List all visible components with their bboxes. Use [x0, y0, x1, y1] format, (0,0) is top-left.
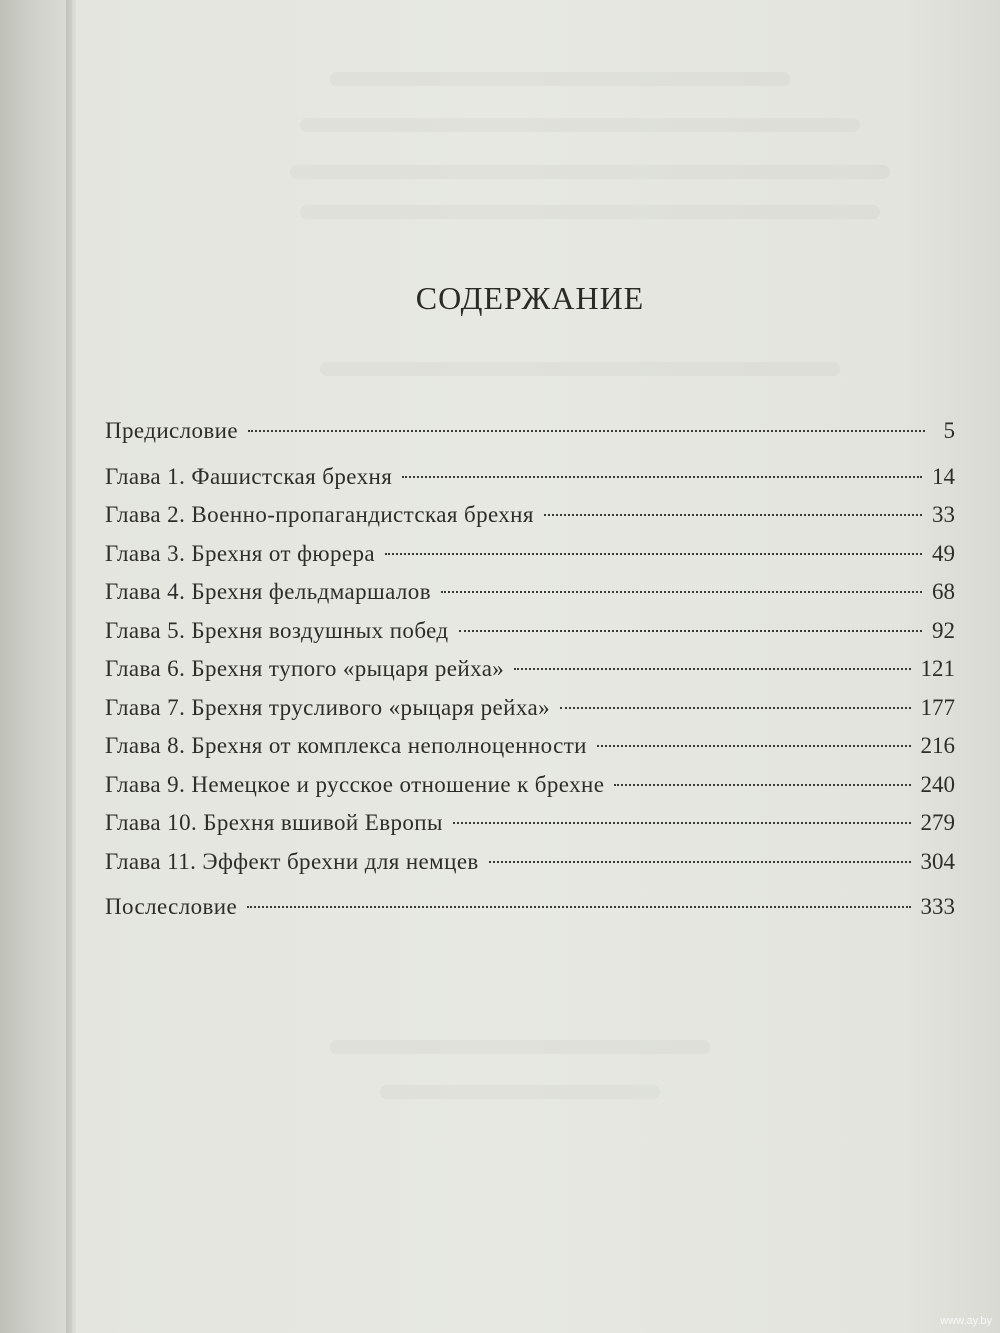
site-watermark: www.ay.by — [940, 1315, 992, 1327]
toc-entry-label: Предисловие — [105, 418, 238, 443]
toc-entry-page: 121 — [920, 656, 955, 681]
show-through-text — [300, 118, 860, 132]
dot-leader — [489, 861, 911, 863]
dot-leader — [441, 591, 922, 593]
table-of-contents — [105, 418, 955, 933]
toc-entry-label: Глава 10. Брехня вшивой Европы — [105, 810, 443, 835]
toc-entry-chapter-5 — [105, 618, 955, 657]
dot-leader — [459, 630, 922, 632]
show-through-text — [300, 205, 880, 219]
toc-entry-chapter-10 — [105, 810, 955, 849]
show-through-text — [320, 362, 840, 376]
facing-page-edge — [0, 0, 72, 1333]
toc-entry-label: Глава 3. Брехня от фюрера — [105, 540, 376, 566]
show-through-text — [330, 72, 790, 86]
toc-entry-page: 5 — [943, 418, 955, 443]
toc-entry-page: 279 — [920, 810, 955, 835]
toc-entry-chapter-1 — [105, 464, 955, 503]
toc-entry-label: Глава 6. Брехня тупого «рыцаря рейха» — [105, 656, 505, 681]
toc-entry-page: 14 — [932, 463, 955, 489]
toc-entry-page: 240 — [920, 771, 955, 797]
toc-entry-label: Глава 5. Брехня воздушных побед — [105, 617, 449, 643]
toc-entry-label: Послесловие — [105, 894, 238, 919]
dot-leader — [247, 906, 910, 908]
page-title: СОДЕРЖАНИЕ — [415, 280, 645, 316]
toc-entry-label: Глава 1. Фашистская брехня — [105, 463, 393, 489]
toc-entry-chapter-8 — [105, 733, 955, 772]
dot-leader — [514, 668, 910, 670]
toc-entry-label: Глава 4. Брехня фельдмаршалов — [105, 579, 431, 604]
toc-entry-page: 177 — [920, 694, 955, 720]
toc-entry-label: Глава 8. Брехня от комплекса неполноценности — [105, 733, 587, 758]
toc-entry-chapter-9 — [105, 772, 955, 811]
dot-leader — [560, 707, 911, 709]
toc-entry-label: Глава 2. Военно-пропагандистская брехня — [105, 502, 534, 527]
toc-entry-chapter-7 — [105, 695, 955, 734]
toc-entry-label: Глава 7. Брехня трусливого «рыцаря рейха» — [105, 694, 550, 720]
toc-entry-preface — [105, 418, 955, 457]
dot-leader — [385, 553, 922, 555]
toc-entry-page: 49 — [932, 540, 955, 566]
toc-entry-label: Глава 9. Немецкое и русское отношение к брехне — [105, 771, 605, 797]
toc-entry-page: 33 — [932, 502, 955, 527]
show-through-text — [380, 1085, 660, 1099]
toc-entry-chapter-4 — [105, 579, 955, 618]
toc-entry-page: 304 — [920, 848, 955, 874]
dot-leader — [402, 476, 922, 478]
toc-entry-page: 333 — [920, 894, 955, 919]
toc-entry-chapter-11 — [105, 849, 955, 888]
dot-leader — [453, 822, 911, 824]
dot-leader — [544, 514, 922, 516]
show-through-text — [330, 1040, 710, 1054]
book-spine-shadow — [66, 0, 76, 1333]
dot-leader — [597, 745, 911, 747]
toc-entry-page: 68 — [932, 579, 955, 604]
toc-entry-page: 216 — [920, 733, 955, 758]
toc-entry-page: 92 — [932, 617, 955, 643]
dot-leader — [248, 430, 925, 432]
toc-entry-chapter-6 — [105, 656, 955, 695]
dot-leader — [614, 784, 910, 786]
toc-entry-label: Глава 11. Эффект брехни для немцев — [105, 848, 479, 874]
show-through-text — [290, 165, 890, 179]
toc-entry-chapter-2 — [105, 502, 955, 541]
toc-entry-afterword — [105, 894, 955, 933]
toc-entry-chapter-3 — [105, 541, 955, 580]
